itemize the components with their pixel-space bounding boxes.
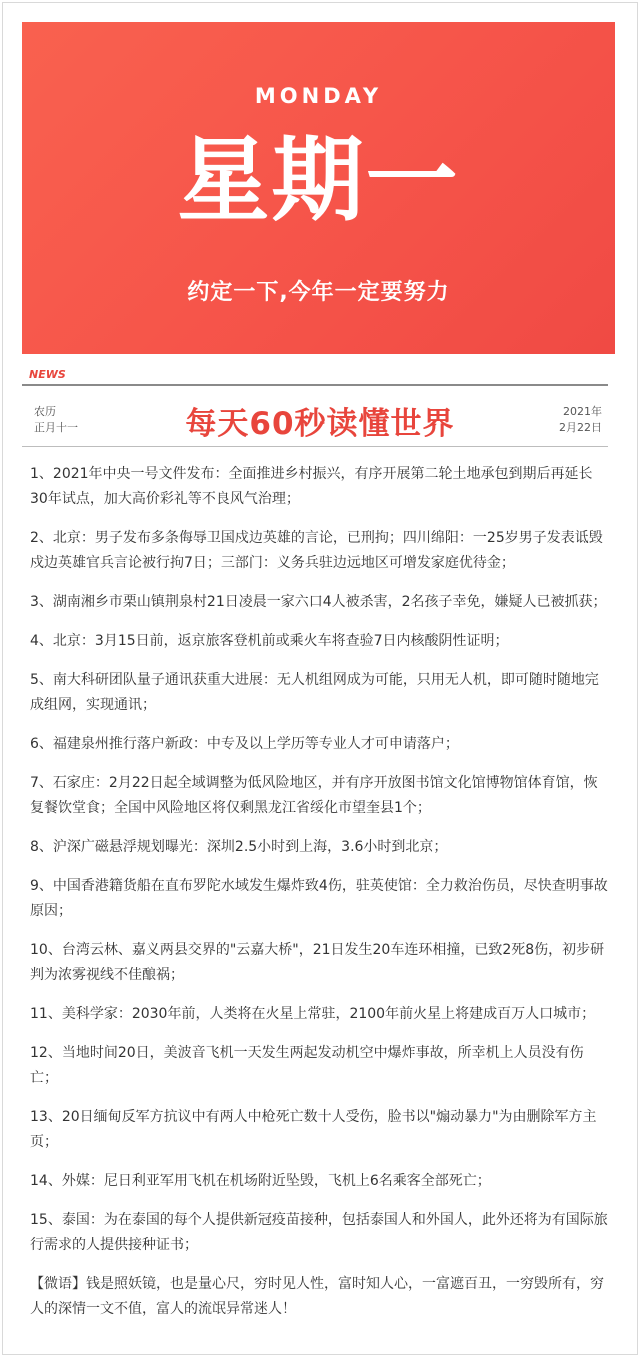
gregorian-date bbox=[559, 404, 602, 436]
page-title: 每天60秒读懂世界 bbox=[185, 406, 455, 442]
lunar-date-line1: 农历 bbox=[34, 405, 56, 418]
header-divider-top bbox=[22, 384, 608, 386]
news-item-4: 4、北京：3月15日前，返京旅客登机前或乘火车将查验7日内核酸阴性证明； bbox=[30, 633, 509, 649]
banner-slogan: 约定一下,今年一定要努力 bbox=[187, 280, 450, 305]
news-item-13: 13、20日缅甸反军方抗议中有两人中枪死亡数十人受伤，脸书以"煽动暴力"为由删除军方主页； bbox=[30, 1109, 597, 1150]
news-item-1: 1、2021年中央一号文件发布：全面推进乡村振兴，有序开展第二轮土地承包到期后再延长30年试点，加大高价彩礼等不良风气治理； bbox=[30, 466, 593, 507]
gregorian-date-line2: 2月22日 bbox=[559, 421, 602, 434]
news-item-8: 8、沪深广磁悬浮规划曝光：深圳2.5小时到上海，3.6小时到北京； bbox=[30, 839, 448, 855]
news-item-10: 10、台湾云林、嘉义两县交界的"云嘉大桥"，21日发生20车连环相撞，已致2死8伤，初步研判为浓雾视线不佳酿祸； bbox=[30, 942, 605, 983]
news-item-3: 3、湖南湘乡市栗山镇荆泉村21日凌晨一家六口4人被杀害，2名孩子幸免，嫌疑人已被抓获； bbox=[30, 594, 607, 610]
news-tag: NEWS bbox=[29, 368, 66, 381]
news-item-9: 9、中国香港籍货船在直布罗陀水域发生爆炸致4伤，驻英使馆：全力救治伤员，尽快查明事故原因； bbox=[30, 878, 608, 919]
daily-quote: 【微语】钱是照妖镜，也是量心尺，穷时见人性，富时知人心，一富遮百丑，一穷毁所有，穷人的深情一文不值，富人的流氓异常迷人！ bbox=[30, 1276, 604, 1317]
news-item-15: 15、泰国：为在泰国的每个人提供新冠疫苗接种，包括泰国人和外国人，此外还将为有国际旅行需求的人提供接种证书； bbox=[30, 1212, 608, 1253]
lunar-date-line2: 正月十一 bbox=[34, 421, 78, 434]
news-item-6: 6、福建泉州推行落户新政：中专及以上学历等专业人才可申请落户； bbox=[30, 736, 459, 752]
news-item-7: 7、石家庄：2月22日起全域调整为低风险地区，并有序开放图书馆文化馆博物馆体育馆，恢复餐饮堂食；全国中风险地区将仅剩黑龙江省绥化市望奎县1个； bbox=[30, 775, 598, 816]
news-list bbox=[30, 462, 610, 1322]
news-item-12: 12、当地时间20日，美波音飞机一天发生两起发动机空中爆炸事故，所幸机上人员没有伤亡； bbox=[30, 1045, 584, 1086]
header-divider-bottom bbox=[22, 446, 608, 447]
gregorian-date-line1: 2021年 bbox=[563, 405, 602, 418]
news-item-2: 2、北京：男子发布多条侮辱卫国戍边英雄的言论，已刑拘；四川绵阳：一25岁男子发表诋毁戍边英雄官兵言论被行拘7日；三部门：义务兵驻边远地区可增发家庭优待金； bbox=[30, 530, 603, 571]
header-banner bbox=[22, 22, 615, 354]
banner-english-title: MONDAY bbox=[254, 84, 383, 108]
banner-chinese-title: 星期一 bbox=[177, 127, 460, 234]
news-item-14: 14、外媒：尼日利亚军用飞机在机场附近坠毁，飞机上6名乘客全部死亡； bbox=[30, 1173, 491, 1189]
news-item-11: 11、美科学家：2030年前，人类将在火星上常驻，2100年前火星上将建成百万人口城市； bbox=[30, 1006, 596, 1022]
news-item-5: 5、南大科研团队量子通讯获重大进展：无人机组网成为可能，只用无人机，即可随时随地完成组网，实现通讯； bbox=[30, 672, 599, 713]
